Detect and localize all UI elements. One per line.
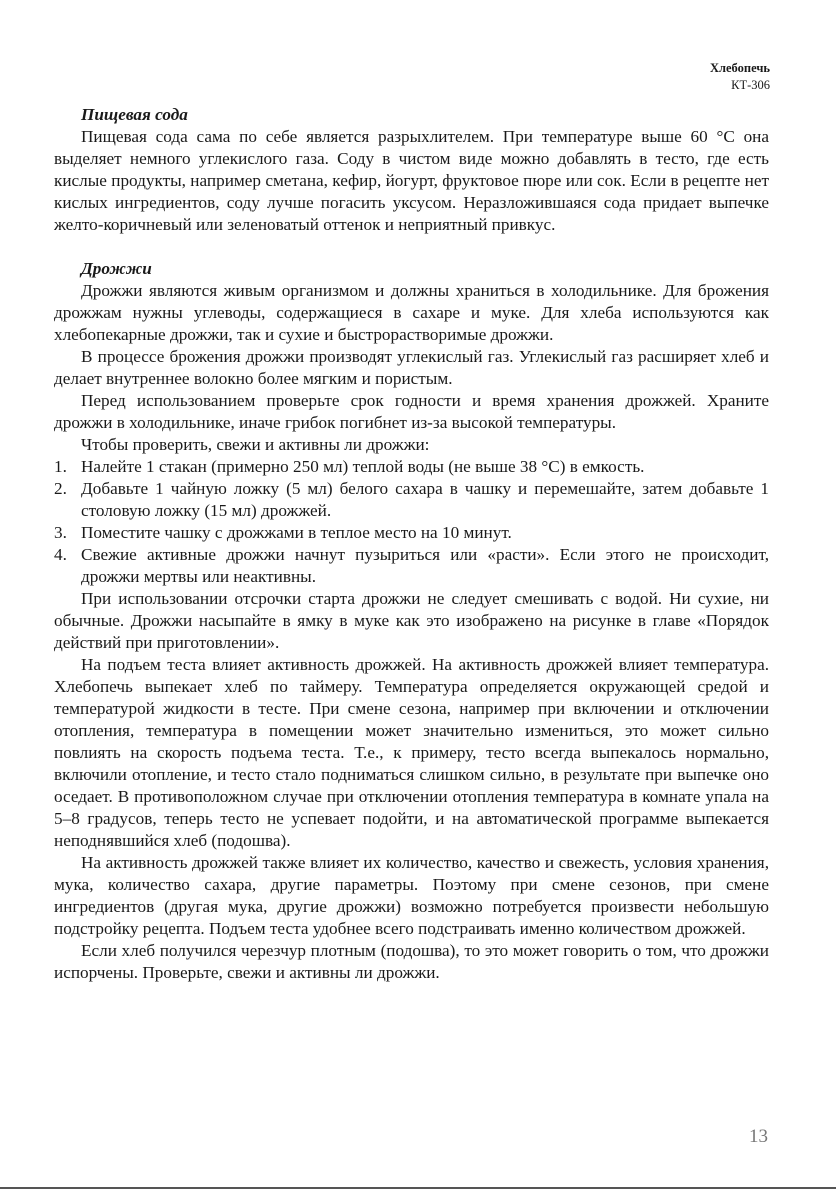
paragraph: При использовании отсрочки старта дрожжи не следует смешивать с водой. Ни сухие, ни обычные. Дрожжи насыпайте в ямку в муке как это изображено на рисунке в главе «Порядок действий при приготовлении». <box>54 589 769 652</box>
paragraph: Пищевая сода сама по себе является разрыхлителем. При температуре выше 60 °С она выделяет немного углекислого газа. Соду в чистом виде можно добавлять в тесто, где есть кислые продукты, например сметана, кефир, йогурт, фруктовое пюре или сок. Если в рецепте нет кислых ингредиентов, соду лучше погасить уксусом. Неразложившаяся сода придает выпечке желто-коричневый или зеленоватый оттенок и неприятный привкус. <box>54 127 769 234</box>
list-item <box>54 456 769 478</box>
list-item <box>54 478 769 522</box>
paragraph: На подъем теста влияет активность дрожжей. На активность дрожжей влияет температура. Хлебопечь выпекает хлеб по таймеру. Температура определяется окружающей средой и температурой жидкости в тесте. При смене сезона, например при включении и отключении отопления, температура в помещении может значительно измениться, это может сильно повлиять на скорость подъема теста. Т.е., к примеру, тесто всегда выпекалось нормально, включили отопление, и тесто стало подниматься слишком сильно, в результате при выпечке оно оседает. В противоположном случае при отключении отопления температура в комнате упала на 5–8 градусов, теперь тесто не успевает подойти, и на автоматической программе выпекается неподнявшийся хлеб (подошва). <box>54 655 769 850</box>
list-item-text: Налейте 1 стакан (примерно 250 мл) теплой воды (не выше 38 °С) в емкость. <box>81 457 645 476</box>
list-item-text: Свежие активные дрожжи начнут пузыриться или «расти». Если этого не происходит, дрожжи мертвы или неактивны. <box>81 545 769 586</box>
page-header <box>710 60 770 94</box>
yeast-check-steps <box>54 456 769 588</box>
list-item <box>54 544 769 588</box>
page-number: 13 <box>749 1126 768 1147</box>
list-item <box>54 522 769 544</box>
page-content <box>54 104 769 984</box>
paragraph: Дрожжи являются живым организмом и должны храниться в холодильнике. Для брожения дрожжам нужны углеводы, содержащиеся в сахаре и муке. Для хлеба используются как хлебопекарные дрожжи, так и сухие и быстрорастворимые дрожжи. <box>54 281 769 344</box>
list-item-number: 3. <box>54 523 67 542</box>
header-model: КТ-306 <box>731 78 770 92</box>
header-brand: Хлебопечь <box>709 61 770 75</box>
paragraph: Если хлеб получился черезчур плотным (подошва), то это может говорить о том, что дрожжи испорчены. Проверьте, свежи и активны ли дрожжи. <box>54 941 769 982</box>
paragraph: Чтобы проверить, свежи и активны ли дрожжи: <box>81 435 430 454</box>
paragraph: Перед использованием проверьте срок годности и время хранения дрожжей. Храните дрожжи в холодильнике, иначе грибок погибнет из-за высокой температуры. <box>54 391 769 432</box>
section-heading-yeast: Дрожжи <box>81 259 152 278</box>
bottom-divider <box>0 1187 836 1189</box>
list-item-text: Добавьте 1 чайную ложку (5 мл) белого сахара в чашку и перемешайте, затем добавьте 1 столовую ложку (15 мл) дрожжей. <box>81 479 769 520</box>
section-gap <box>54 236 769 258</box>
paragraph: В процессе брожения дрожжи производят углекислый газ. Углекислый газ расширяет хлеб и делает внутреннее волокно более мягким и пористым. <box>54 347 769 388</box>
list-item-number: 2. <box>54 479 67 498</box>
section-heading-soda: Пищевая сода <box>81 105 188 124</box>
paragraph: На активность дрожжей также влияет их количество, качество и свежесть, условия хранения, мука, количество сахара, другие параметры. Поэтому при смене сезонов, при смене ингредиентов (другая мука, другие дрожжи) возможно потребуется произвести небольшую подстройку рецепта. Подъем теста удобнее всего подстраивать именно количеством дрожжей. <box>54 853 769 938</box>
list-item-number: 4. <box>54 545 67 564</box>
list-item-text: Поместите чашку с дрожжами в теплое место на 10 минут. <box>81 523 512 542</box>
list-item-number: 1. <box>54 457 67 476</box>
